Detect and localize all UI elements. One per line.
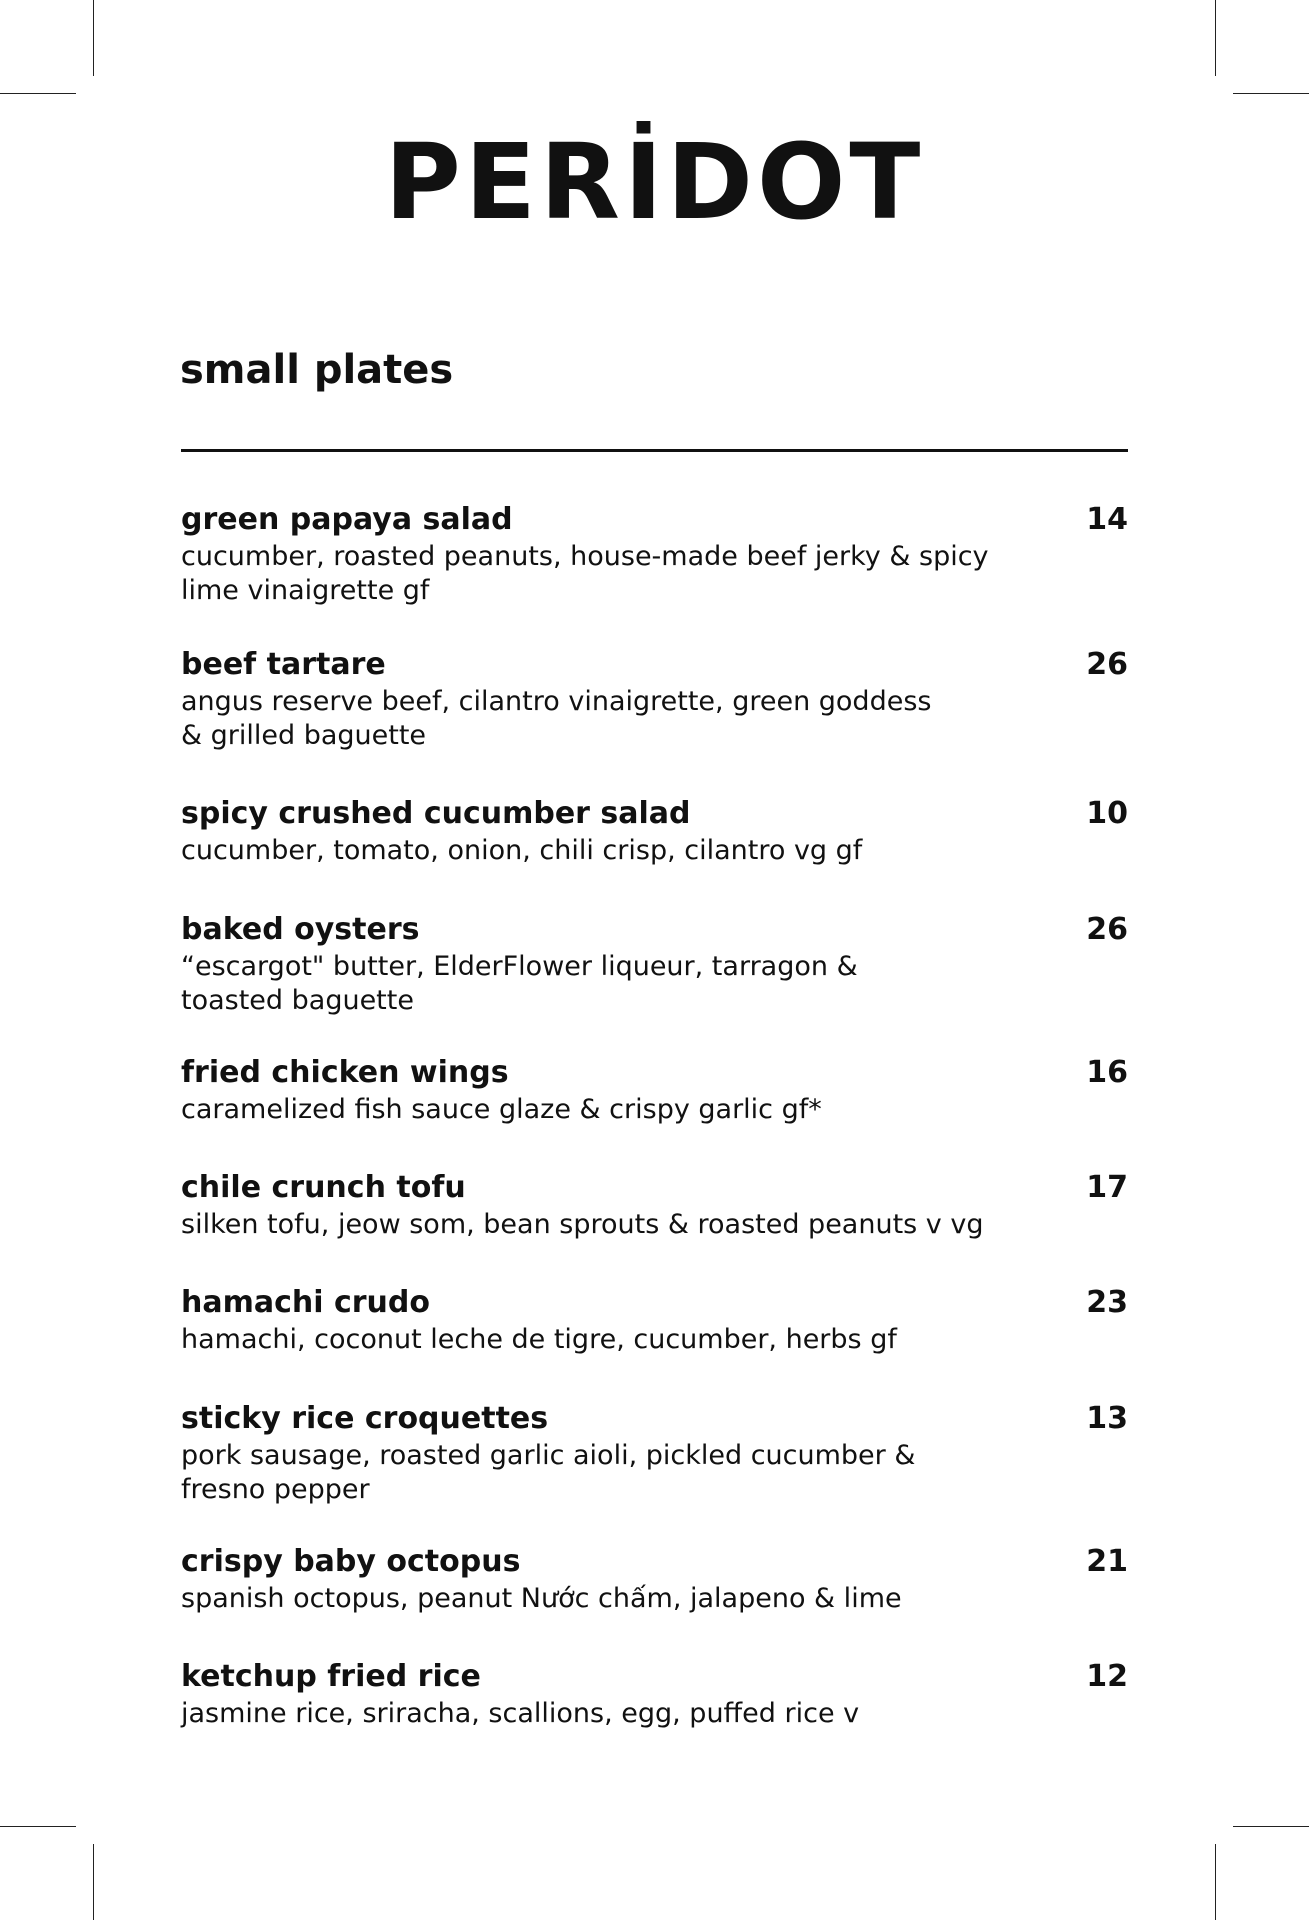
menu-item [181, 1399, 1128, 1507]
menu-item-name: baked oysters [181, 912, 420, 947]
menu-item [181, 1168, 1128, 1242]
menu-item-price: 26 [1086, 647, 1128, 682]
menu-item-description: cucumber, roasted peanuts, house-made beef jerky & spicy lime vinaigrette gf [181, 541, 989, 606]
menu-item-price: 26 [1086, 912, 1128, 947]
menu-item-description: silken tofu, jeow som, bean sprouts & roasted peanuts v vg [181, 1209, 984, 1240]
brand-logo: PERİDOT [384, 121, 925, 243]
menu-item-name: chile crunch tofu [181, 1170, 466, 1205]
crop-mark [0, 93, 76, 94]
menu-item-price: 16 [1086, 1055, 1128, 1090]
crop-mark [1233, 93, 1309, 94]
menu-item-description: jasmine rice, sriracha, scallions, egg, puffed rice v [181, 1698, 860, 1729]
menu-item-name: spicy crushed cucumber salad [181, 796, 691, 831]
menu-item-name: fried chicken wings [181, 1055, 509, 1090]
menu-item-description: caramelized fish sauce glaze & crispy garlic gf* [181, 1094, 822, 1125]
menu-item [181, 500, 1128, 608]
menu-item-name: crispy baby octopus [181, 1544, 521, 1579]
menu-item-name: ketchup fried rice [181, 1659, 481, 1694]
crop-mark [1215, 0, 1216, 76]
menu-item-description: pork sausage, roasted garlic aioli, pickled cucumber & fresno pepper [181, 1440, 916, 1505]
menu-item-name: green papaya salad [181, 502, 513, 537]
menu-item-description: “escargot" butter, ElderFlower liqueur, tarragon & toasted baguette [181, 951, 858, 1016]
menu-item-description: spanish octopus, peanut Nước chấm, jalapeno & lime [181, 1583, 902, 1614]
menu-item-price: 13 [1086, 1401, 1128, 1436]
crop-mark [0, 1826, 76, 1827]
menu-item [181, 645, 1128, 753]
menu-item [181, 910, 1128, 1018]
menu-item-description: cucumber, tomato, onion, chili crisp, cilantro vg gf [181, 835, 863, 866]
menu-item-price: 17 [1086, 1170, 1128, 1205]
menu-item-price: 21 [1086, 1544, 1128, 1579]
menu-item-description: hamachi, coconut leche de tigre, cucumber, herbs gf [181, 1324, 897, 1355]
crop-mark [93, 1844, 94, 1920]
crop-mark [93, 0, 94, 76]
section-title: small plates [180, 347, 454, 393]
menu-item-description: angus reserve beef, cilantro vinaigrette, green goddess & grilled baguette [181, 686, 932, 751]
menu-item [181, 1542, 1128, 1616]
menu-item [181, 1283, 1128, 1357]
menu-item [181, 794, 1128, 868]
menu-list [181, 0, 1128, 1920]
menu-item-price: 14 [1086, 502, 1128, 537]
menu-item-price: 12 [1086, 1659, 1128, 1694]
menu-item-name: sticky rice croquettes [181, 1401, 549, 1436]
menu-item [181, 1657, 1128, 1731]
menu-item-price: 10 [1086, 796, 1128, 831]
menu-item-price: 23 [1086, 1285, 1128, 1320]
menu-item-name: beef tartare [181, 647, 386, 682]
menu-item [181, 1053, 1128, 1127]
crop-mark [1233, 1826, 1309, 1827]
crop-mark [1215, 1844, 1216, 1920]
menu-item-name: hamachi crudo [181, 1285, 430, 1320]
